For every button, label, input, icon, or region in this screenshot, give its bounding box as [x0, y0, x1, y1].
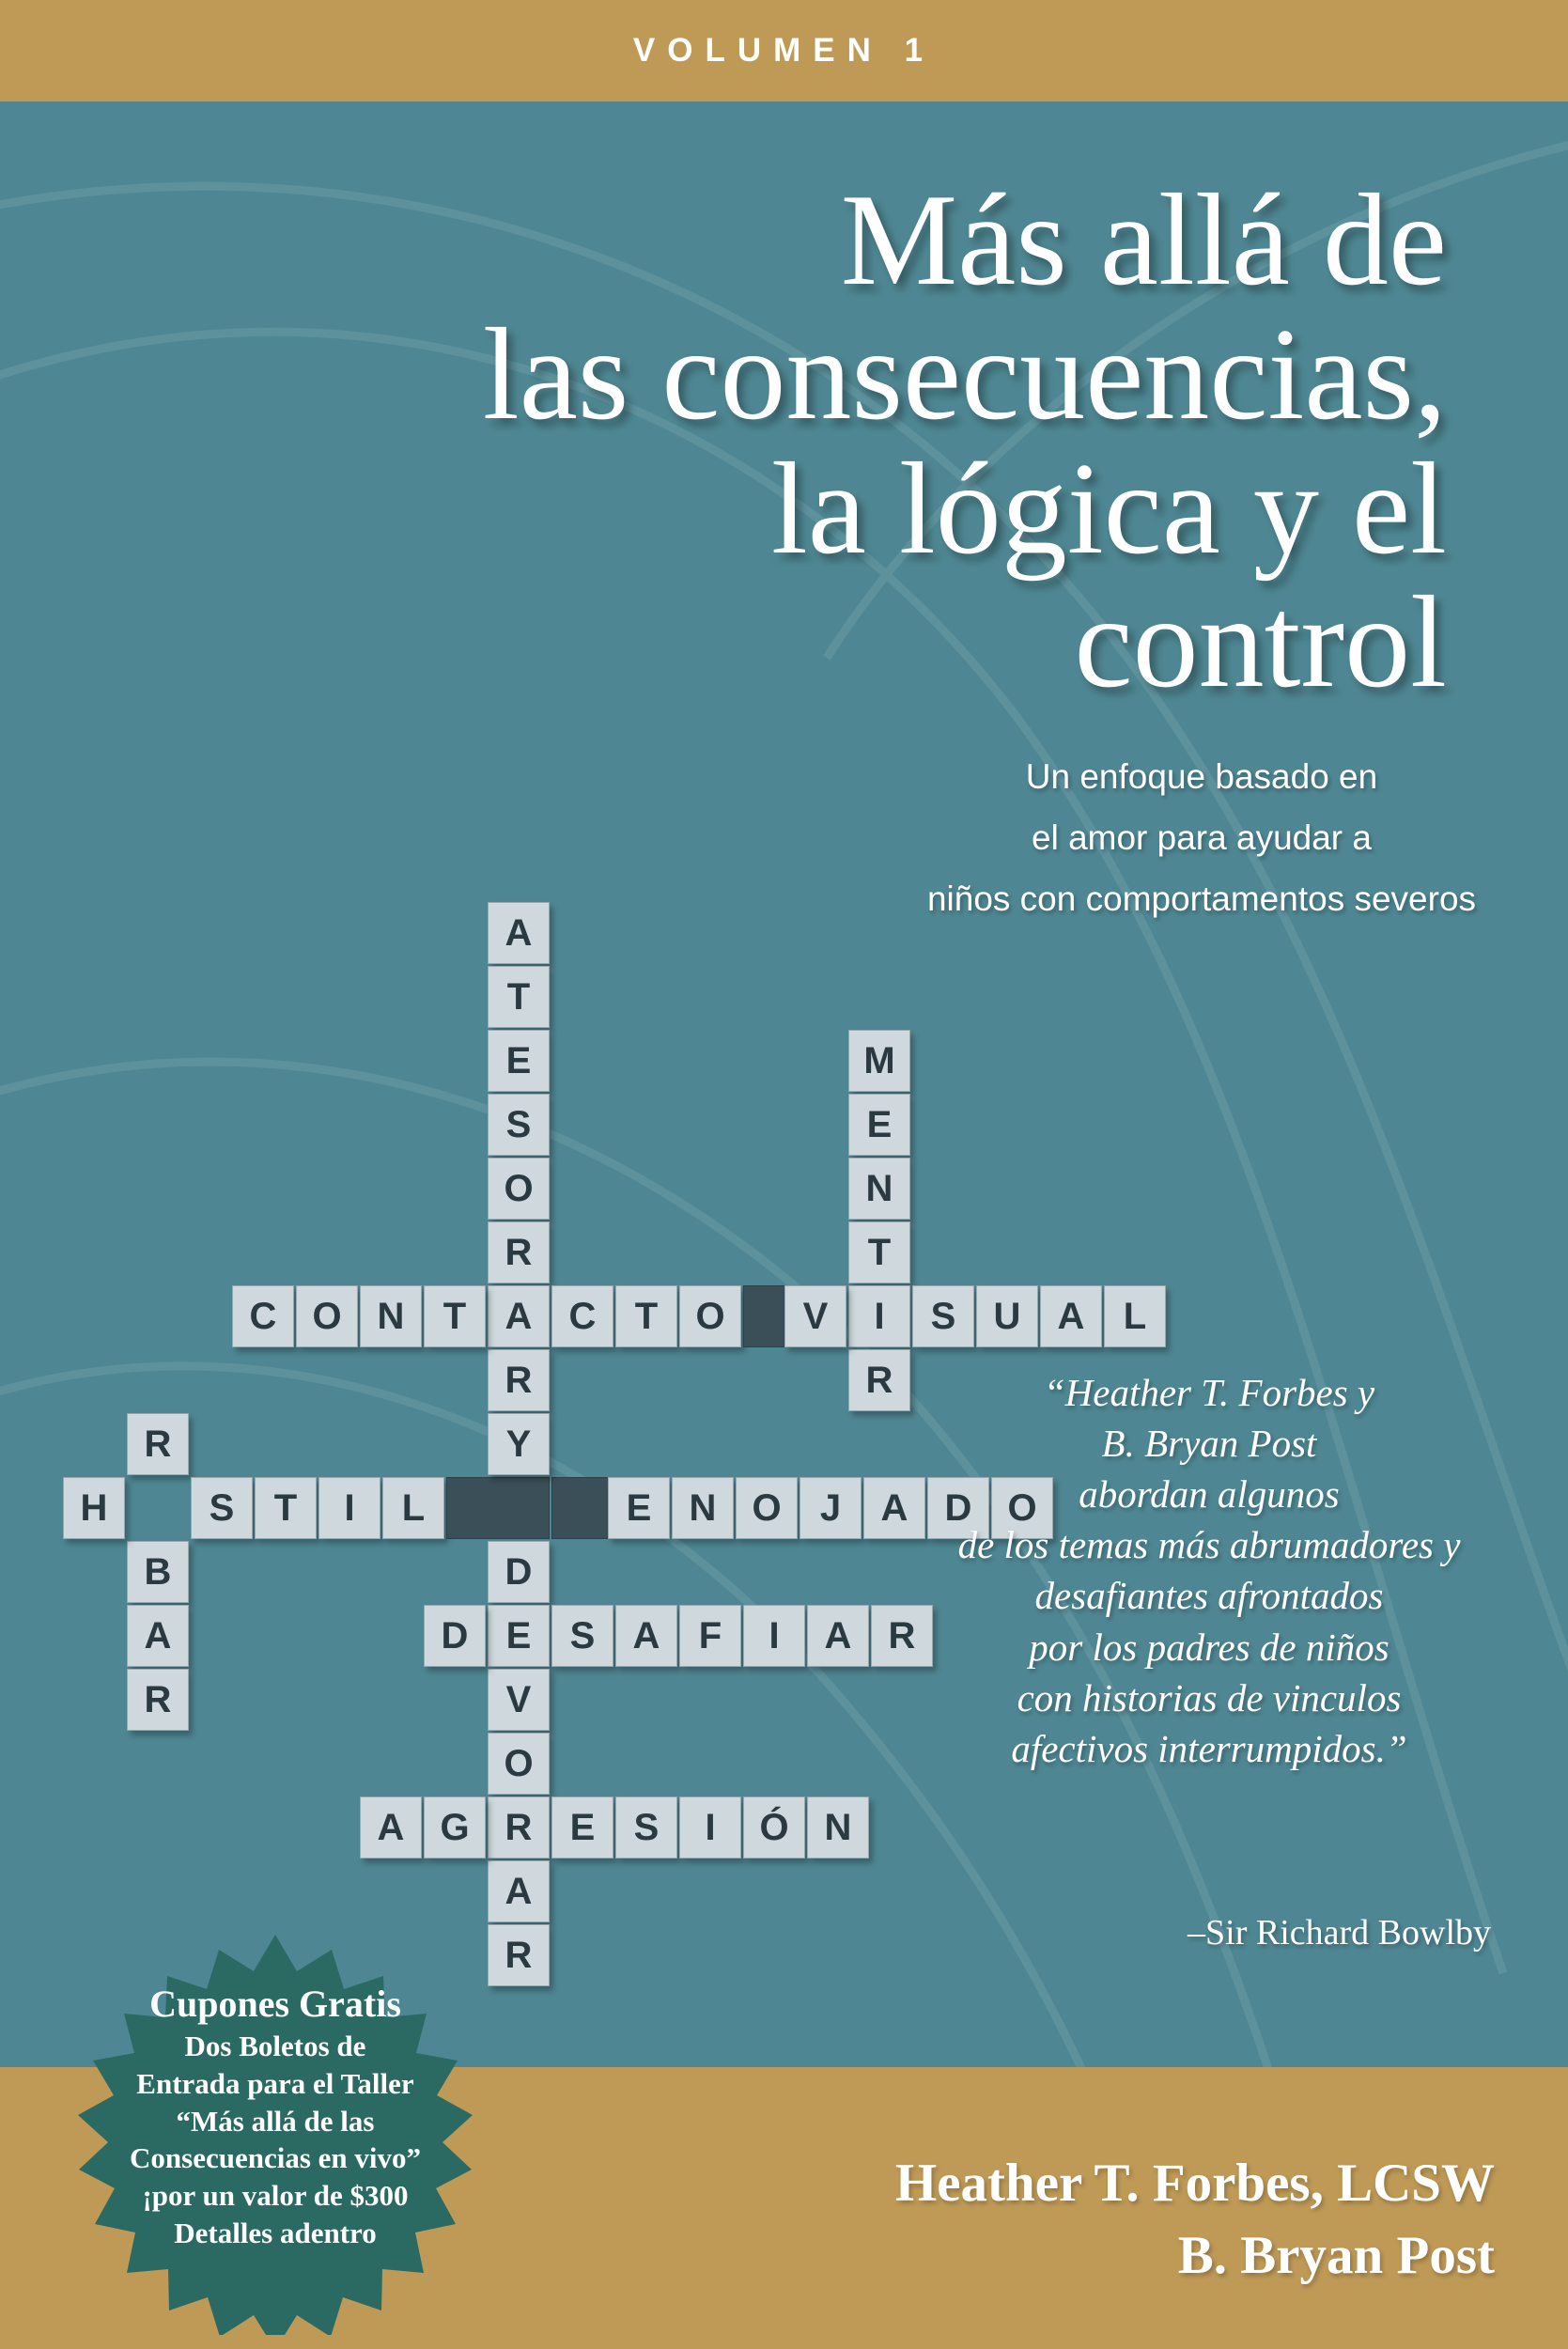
crossword-cell: A [360, 1797, 422, 1859]
volume-label: VOLUMEN 1 [632, 32, 936, 69]
crossword-cell: T [615, 1285, 677, 1347]
crossword-cell: R [127, 1413, 189, 1475]
crossword-cell: R [488, 1349, 550, 1411]
crossword-cell: N [807, 1797, 869, 1859]
crossword-cell: A [807, 1605, 869, 1667]
blurb-attribution: –Sir Richard Bowlby [1188, 1913, 1491, 1952]
crossword-cell: R [848, 1349, 910, 1411]
crossword-cell: A [1040, 1285, 1102, 1347]
title-line-3: la lógica y el [770, 435, 1447, 582]
crossword-cell: B [127, 1541, 189, 1603]
blurb-line-4: de los temas más abrumadores y [957, 1523, 1461, 1567]
crossword-cell: O [679, 1285, 741, 1347]
crossword-cell: I [848, 1285, 910, 1347]
title-line-1: Más allá de [840, 167, 1447, 313]
burst-line-7: Detalles adentro [174, 2216, 377, 2249]
crossword-cell: O [736, 1477, 798, 1539]
crossword-cell: N [848, 1158, 910, 1220]
crossword-cell: E [551, 1797, 613, 1859]
blurb-line-8: afectivos interrumpidos.” [1011, 1726, 1407, 1770]
crossword-cell: A [127, 1605, 189, 1667]
blurb-line-5: desafiantes afrontados [1034, 1574, 1384, 1618]
crossword-cell: R [488, 1797, 550, 1859]
crossword-cell: S [488, 1094, 550, 1156]
crossword-cell: C [232, 1285, 294, 1347]
crossword-cell: E [488, 1605, 550, 1667]
crossword-cell: O [991, 1477, 1053, 1539]
burst-line-4: “Más allá de las [176, 2104, 375, 2138]
blurb-line-7: con historias de vinculos [1017, 1675, 1402, 1719]
crossword-cell: C [551, 1285, 613, 1347]
crossword-cell: E [608, 1477, 670, 1539]
crossword-cell: T [488, 966, 550, 1028]
crossword-cell: H [63, 1477, 125, 1539]
crossword-cell: V [784, 1285, 846, 1347]
crossword-cell: V [488, 1669, 550, 1731]
burst-line-2: Dos Boletos de [184, 2030, 366, 2063]
crossword-cell: G [424, 1797, 486, 1859]
burst-line-5: Consecuencias en vivo” [130, 2141, 421, 2175]
burst-line-3: Entrada para el Taller [136, 2066, 414, 2100]
crossword-cell: I [743, 1605, 805, 1667]
crossword-cell: R [488, 1924, 550, 1986]
crossword-cell: I [679, 1797, 741, 1859]
coupon-burst-badge [73, 1931, 477, 2335]
title-line-4: control [1074, 569, 1447, 716]
author-secondary: B. Bryan Post [1177, 2226, 1495, 2286]
crossword-cell: T [424, 1285, 486, 1347]
subtitle-line-1: Un enfoque basado en [1025, 757, 1378, 796]
crossword-cell: D [488, 1541, 550, 1603]
crossword-cell: D [927, 1477, 989, 1539]
crossword-cell: R [127, 1669, 189, 1731]
blurb-line-2: B. Bryan Post [1101, 1422, 1317, 1466]
crossword-cell: O [488, 1733, 550, 1795]
crossword-cell: Y [488, 1413, 550, 1475]
crossword-cell: A [615, 1605, 677, 1667]
coupon-burst-text [73, 1980, 477, 2251]
blurb-line-6: por los padres de niños [1029, 1625, 1389, 1669]
crossword-cell: S [551, 1605, 613, 1667]
title-line-2: las consecuencias, [482, 301, 1447, 447]
crossword-cell: S [912, 1285, 974, 1347]
crossword-cell: L [382, 1477, 444, 1539]
crossword-cell: R [871, 1605, 933, 1667]
crossword-cell: L [1104, 1285, 1166, 1347]
crossword-cell: N [672, 1477, 734, 1539]
subtitle-line-2: el amor para ayudar a [1032, 817, 1372, 857]
crossword-cell: Ó [743, 1797, 805, 1859]
crossword-cell: S [615, 1797, 677, 1859]
crossword-cell: D [424, 1605, 486, 1667]
blurb-line-3: abordan algunos [1079, 1472, 1340, 1517]
crossword-cell: E [848, 1094, 910, 1156]
crossword-cell: A [488, 1285, 550, 1347]
author-names [649, 2148, 1495, 2293]
crossword-cell: I [318, 1477, 380, 1539]
burst-line-6: ¡por un valor de $300 [142, 2178, 409, 2212]
crossword-cell: R [488, 1221, 550, 1283]
crossword-cell: S [191, 1477, 253, 1539]
crossword-cell: N [360, 1285, 422, 1347]
crossword-cell: F [679, 1605, 741, 1667]
crossword-cell: A [488, 1860, 550, 1922]
author-primary: Heather T. Forbes, LCSW [894, 2154, 1495, 2214]
burst-line-1: Cupones Gratis [149, 1983, 401, 2025]
blurb-line-1: “Heather T. Forbes y [1043, 1371, 1375, 1414]
crossword-cell: E [488, 1030, 550, 1092]
crossword-cell: T [848, 1221, 910, 1283]
crossword-cell: O [488, 1158, 550, 1220]
crossword-cell: J [800, 1477, 862, 1539]
crossword-cell: A [863, 1477, 925, 1539]
subtitle-line-3: niños con comportamentos severos [926, 879, 1477, 918]
crossword-cell: M [848, 1030, 910, 1092]
crossword-cell [446, 1477, 550, 1539]
crossword-cell: A [488, 902, 550, 964]
crossword-cell: O [296, 1285, 358, 1347]
page-title [56, 167, 1522, 716]
crossword-cell: T [255, 1477, 317, 1539]
review-blurb [918, 1367, 1500, 1774]
crossword-cell: U [976, 1285, 1038, 1347]
